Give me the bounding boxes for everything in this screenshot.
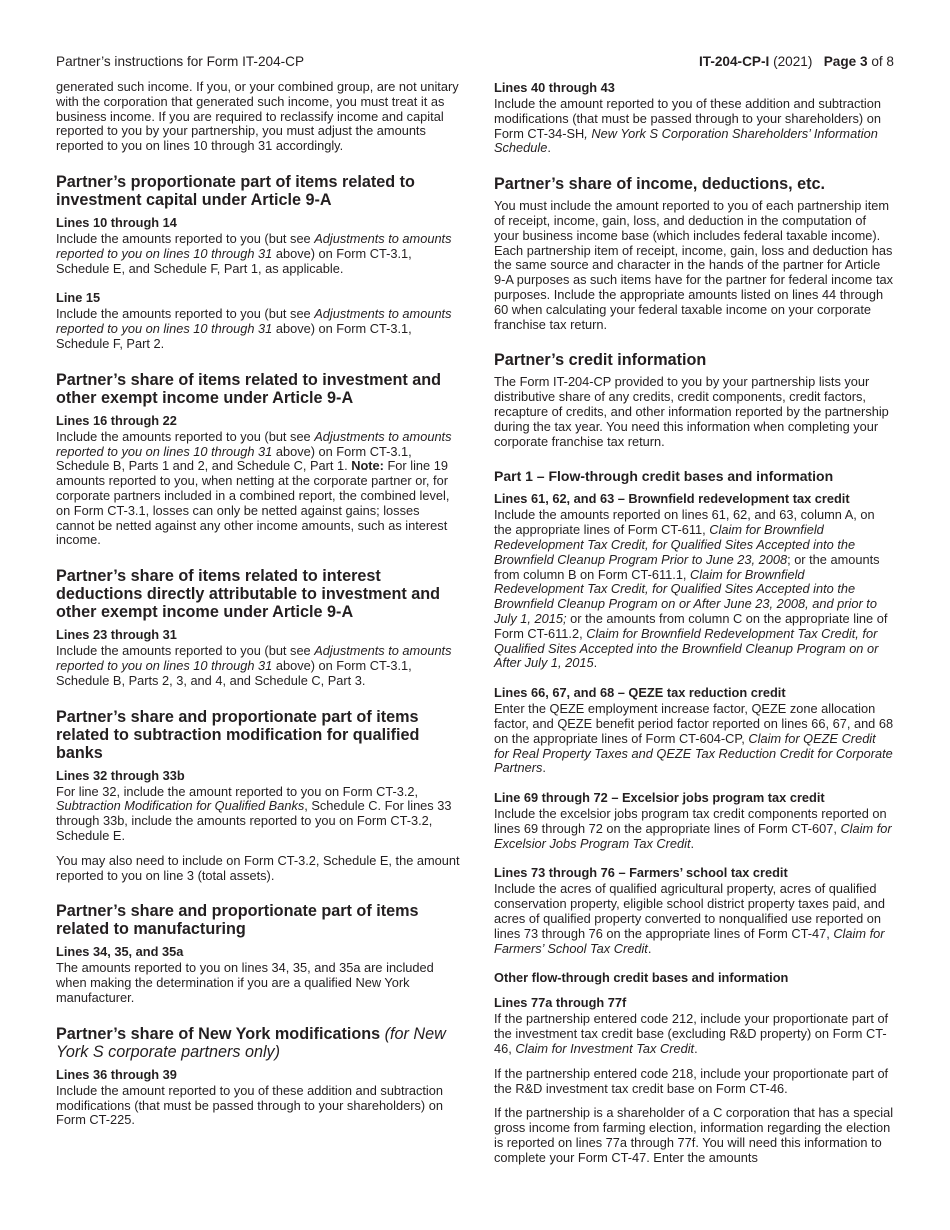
subheading-lines-40-43: Lines 40 through 43 — [494, 80, 615, 95]
heading-investment-capital: Partner’s proportionate part of items related to investment capital under Article 9-A — [56, 172, 415, 209]
paragraph-lines-32-33b: For line 32, include the amount reported to you on Form CT-3.2, Subtraction Modification for Qualified Banks, Schedule C. For lines 33 through 33b, include the amounts reported to you on Form CT-3.2, Schedule E. — [56, 783, 452, 843]
paragraph-lines-23-31: Include the amounts reported to you (but see Adjustments to amounts reported to you on lines 10 through 31 above) on Form CT-3.1, Schedule B, Parts 2, 3, and 4, and Schedule C, Part 3. — [56, 643, 452, 688]
subheading-line-15: Line 15 — [56, 290, 101, 306]
paragraph-code-212: If the partnership entered code 212, include your proportionate part of the investment tax credit base (excluding R&D property) on Form CT-46, Claim for Investment Tax Credit. — [494, 1011, 889, 1057]
subheading-lines-16-22: Lines 16 through 22 — [56, 412, 177, 428]
paragraph-income-deductions: You must include the amount reported to you of each partnership item of receipt, income, gain, loss, and deduction in the computation of your business income base (which includes federal taxable income). Each partnership item of receipt, income, gain, loss and deduction has the same source and character in the hands of the partner for Article 9-A purposes as such items have for the partner for federal income tax purposes. Include the appropriate amounts listed on lines 44 through 60 when calculating your federal taxable income on your corporate franchise tax return. — [494, 198, 894, 332]
header-title: Partner’s instructions for Form IT-204-CP — [56, 54, 305, 69]
heading-ny-modifications: Partner’s share of New York modifications (for New York S corporate partners only) — [56, 1024, 446, 1061]
paragraph-farming-election: If the partnership is a shareholder of a C corporation that has a special gross income from farming election, information regarding the election is reported on lines 77a through 77f. You will need this information to complete your Form CT-47. Enter the amounts — [494, 1105, 894, 1165]
paragraph-farmers: Include the acres of qualified agricultural property, acres of qualified conservation property, eligible school district property taxes paid, and acres of qualified property converted to nonqualified use reported on lines 73 through 76 on the appropriate lines of Form CT-47, Claim for Farmers’ School Tax Credit. — [494, 881, 885, 956]
intro-paragraph: generated such income. If you, or your combined group, are not unitary with the corporation that generated such income, you must treat it as business income. If you are required to reclassify income and capital reported to you by your partnership, you must adjust the amounts reported to you on lines 10 through 31 accordingly. — [56, 79, 459, 154]
form-year: (2021) — [773, 54, 813, 69]
subheading-lines-36-39: Lines 36 through 39 — [56, 1066, 177, 1082]
subheading-other-flow-through: Other flow-through credit bases and information — [494, 970, 789, 986]
left-column — [56, 80, 460, 1138]
subheading-farmers: Lines 73 through 76 – Farmers’ school tax credit — [494, 865, 788, 881]
paragraph-excelsior: Include the excelsior jobs program tax credit components reported on lines 69 through 72 on the appropriate lines of Form CT-607, Claim for Excelsior Jobs Program Tax Credit. — [494, 806, 892, 851]
page-header — [56, 54, 894, 74]
paragraph-lines-36-39: Include the amount reported to you of these addition and subtraction modifications (that must be passed through to your shareholders) on Form CT-225. — [56, 1082, 444, 1128]
heading-interest-deductions: Partner’s share of items related to interest deductions directly attributable to investment and other exempt income under Article 9-A — [56, 567, 441, 622]
heading-manufacturing: Partner’s share and proportionate part of items related to manufacturing — [56, 902, 419, 939]
paragraph-line-15: Include the amounts reported to you (but see Adjustments to amounts reported to you on lines 10 through 31 above) on Form CT-3.1, Schedule F, Part 2. — [56, 306, 452, 351]
subheading-excelsior: Line 69 through 72 – Excelsior jobs program tax credit — [494, 790, 825, 806]
subheading-lines-10-14: Lines 10 through 14 — [56, 214, 177, 230]
paragraph-lines-16-22: Include the amounts reported to you (but see Adjustments to amounts reported to you on lines 10 through 31 above) on Form CT-3.1, Schedule B, Parts 1 and 2, and Schedule C, Part 1. Note: For line 19 amounts reported to you, when netting at the corporate partner or, for corporate partners included in a combined report, the combined level, on Form CT-3.1, losses can only be netted against gains; losses cannot be netted against any other income amounts, such as interest income. — [56, 428, 452, 548]
subheading-lines-32-33b: Lines 32 through 33b — [56, 767, 185, 783]
paragraph-brownfield: Include the amounts reported on lines 61, 62, and 63, column A, on the appropriate lines of Form CT-611, Claim for Brownfield Redevelopment Tax Credit, for Qualified Sites Accepted into the Brownfield Cleanup Program Prior to June 23, 2008; or the amounts from column B on Form CT-611.1, Claim for Brownfield Redevelopment Tax Credit, for Qualified Sites Accepted into the Brownfield Cleanup Program on or After June 23, 2008, and prior to July 1, 2015; or the amounts from column C on the appropriate line of Form CT-611.2, Claim for Brownfield Redevelopment Tax Credit, for Qualified Sites Accepted into the Brownfield Cleanup Program on or After July 1, 2015. — [494, 507, 888, 671]
paragraph-lines-34-35a: The amounts reported to you on lines 34, 35, and 35a are included when making the determination if you are a qualified New York manufacturer. — [56, 960, 434, 1005]
paragraph-lines-40-43: Include the amount reported to you of these addition and subtraction modifications (that must be passed through to your shareholders) on Form CT-34-SH, New York S Corporation Shareholders’ Information Schedule. — [494, 96, 882, 156]
page-label: Page 3 — [823, 54, 868, 69]
page-of: of 8 — [871, 54, 894, 69]
paragraph-credit-information: The Form IT-204-CP provided to you by your partnership lists your distributive share of any credits, credit components, credit factors, recapture of credits, and other information reported by the partnership during the tax year. You need this information when completing your corporate franchise tax return. — [494, 374, 889, 449]
subheading-lines-77a-77f: Lines 77a through 77f — [494, 995, 627, 1011]
heading-qualified-banks: Partner’s share and proportionate part of items related to subtraction modification for qualified banks — [56, 707, 420, 762]
paragraph-qeze: Enter the QEZE employment increase factor, QEZE zone allocation factor, and QEZE benefit period factor reported on lines 66, 67, and 68 on the appropriate lines of Form CT-604-CP, Claim for QEZE Credit for Real Property Taxes and QEZE Tax Reduction Credit for Corporate Partners. — [494, 701, 894, 776]
paragraph-code-218: If the partnership entered code 218, include your proportionate part of the R&D investment tax credit base on Form CT-46. — [494, 1065, 889, 1096]
paragraph-total-assets: You may also need to include on Form CT-3.2, Schedule E, the amount reported to you on line 3 (total assets). — [56, 852, 460, 883]
header-page-info — [699, 54, 894, 69]
heading-exempt-income: Partner’s share of items related to investment and other exempt income under Article 9-A — [56, 370, 442, 407]
subheading-brownfield: Lines 61, 62, and 63 – Brownfield redevelopment tax credit — [494, 491, 850, 507]
subheading-qeze: Lines 66, 67, and 68 – QEZE tax reduction credit — [494, 685, 786, 701]
subheading-lines-34-35a: Lines 34, 35, and 35a — [56, 944, 184, 960]
form-code: IT-204-CP-I — [699, 54, 770, 69]
note-label: Note: — [351, 458, 384, 474]
right-column — [494, 80, 894, 1176]
paragraph-lines-10-14: Include the amounts reported to you (but see Adjustments to amounts reported to you on lines 10 through 31 above) on Form CT-3.1, Schedule E, and Schedule F, Part 1, as applicable. — [56, 230, 452, 276]
heading-credit-information: Partner’s credit information — [494, 351, 707, 370]
subheading-lines-23-31: Lines 23 through 31 — [56, 627, 177, 643]
heading-part-1: Part 1 – Flow-through credit bases and information — [494, 468, 834, 485]
heading-income-deductions: Partner’s share of income, deductions, etc. — [494, 175, 826, 194]
